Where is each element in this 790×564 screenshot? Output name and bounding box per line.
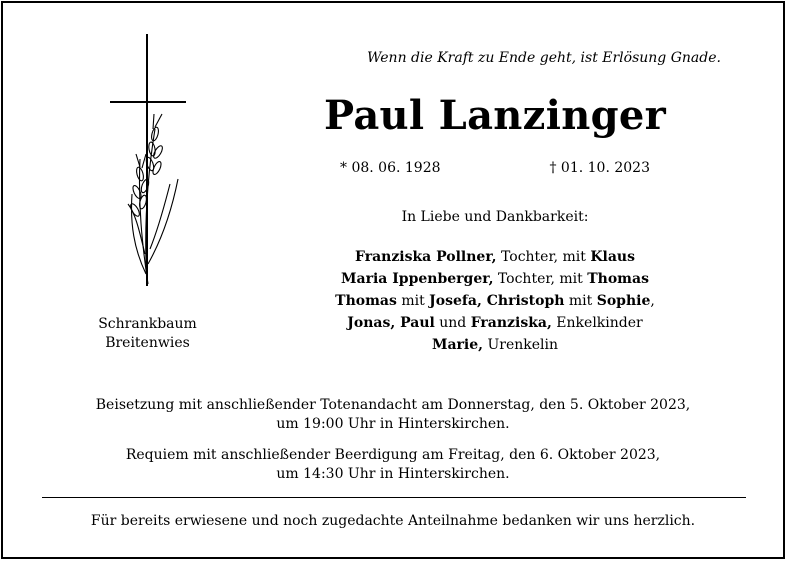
burial-line-2: um 19:00 Uhr in Hinterskirchen. <box>276 416 510 432</box>
place-block <box>70 315 225 353</box>
burial-line-1: Beisetzung mit anschließender Totenandacht am Donnerstag, den 5. Oktober 2023, <box>95 397 691 413</box>
life-dates <box>340 160 650 176</box>
requiem-line-2: um 14:30 Uhr in Hinterskirchen. <box>276 466 510 482</box>
place-line-1: Schrankbaum <box>98 316 197 332</box>
deceased-name: Paul Lanzinger <box>324 92 666 139</box>
death-date: † 01. 10. 2023 <box>549 160 650 176</box>
family-line: Thomas mit Josefa, Christoph mit Sophie, <box>335 293 655 309</box>
family-line: Maria Ippenberger, Tochter, mit Thomas <box>341 271 649 287</box>
requiem-info <box>20 446 766 484</box>
birth-date: * 08. 06. 1928 <box>340 160 441 176</box>
divider <box>42 497 746 498</box>
burial-info <box>20 396 766 434</box>
family-line: Jonas, Paul und Franziska, Enkelkinder <box>347 315 643 331</box>
requiem-line-1: Requiem mit anschließender Beerdigung am Freitag, den 6. Oktober 2023, <box>125 447 661 463</box>
thanks-heading: In Liebe und Dankbarkeit: <box>401 209 589 225</box>
cross-with-wheat-icon <box>100 34 200 290</box>
motto: Wenn die Kraft zu Ende geht, ist Erlösung Gnade. <box>367 50 721 66</box>
family-line: Marie, Urenkelin <box>431 337 559 353</box>
place-line-2: Breitenwies <box>105 335 190 351</box>
footer-thanks: Für bereits erwiesene und noch zugedachte Anteilnahme bedanken wir uns herzlich. <box>90 513 696 529</box>
family-list <box>300 246 690 356</box>
family-line: Franziska Pollner, Tochter, mit Klaus <box>355 249 635 265</box>
